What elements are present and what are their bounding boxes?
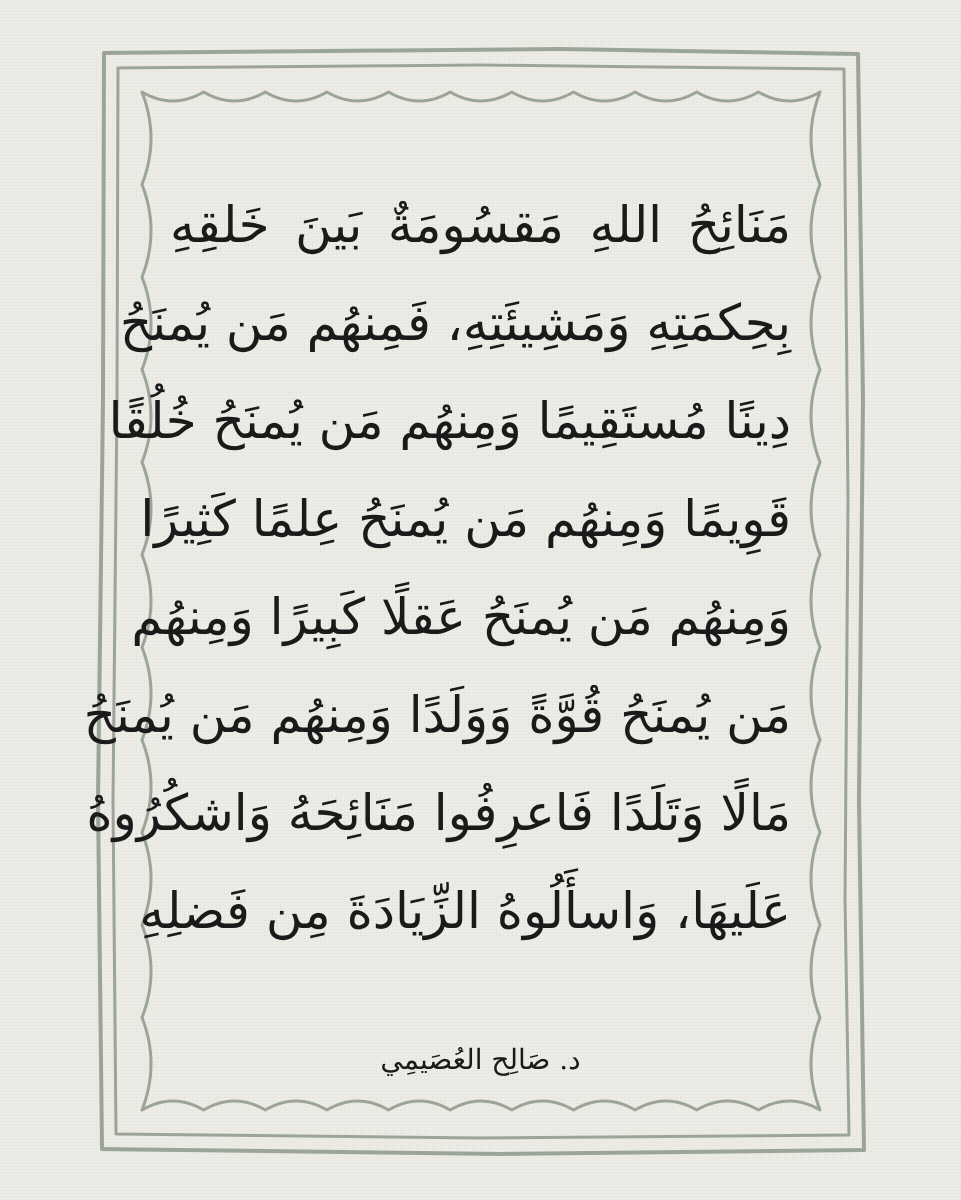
poem-line-5: وَمِنهُم مَن يُمنَحُ عَقلًا كَبِيرًا وَمِنهُم <box>131 588 791 646</box>
poem-line-8: عَلَيهَا، وَاسأَلُوهُ الزِّيَادَةَ مِن فَضلِهِ <box>139 882 791 940</box>
poem-text-block <box>83 180 791 940</box>
poem-line-6: مَن يُمنَحُ قُوَّةً وَوَلَدًا وَمِنهُم مَن يُمنَحُ <box>83 686 791 744</box>
author-signature: د. صَالِح العُصَيمِي <box>380 1043 581 1076</box>
poem-line-2: بِحِكمَتِهِ وَمَشِيئَتِهِ، فَمِنهُم مَن يُمنَحُ <box>119 294 791 352</box>
poem-line-3: دِينًا مُستَقِيمًا وَمِنهُم مَن يُمنَحُ خُلُقًا <box>108 392 791 450</box>
poem-line-7: مَالًا وَتَلَدًا فَاعرِفُوا مَنَائِحَهُ وَاشكُرُوهُ <box>86 784 791 842</box>
poem-line-4: قَوِيمًا وَمِنهُم مَن يُمنَحُ عِلمًا كَثِيرًا <box>140 490 791 548</box>
poem-line-1: مَنَائِحُ اللهِ مَقسُومَةٌ بَينَ خَلقِهِ <box>170 196 791 254</box>
